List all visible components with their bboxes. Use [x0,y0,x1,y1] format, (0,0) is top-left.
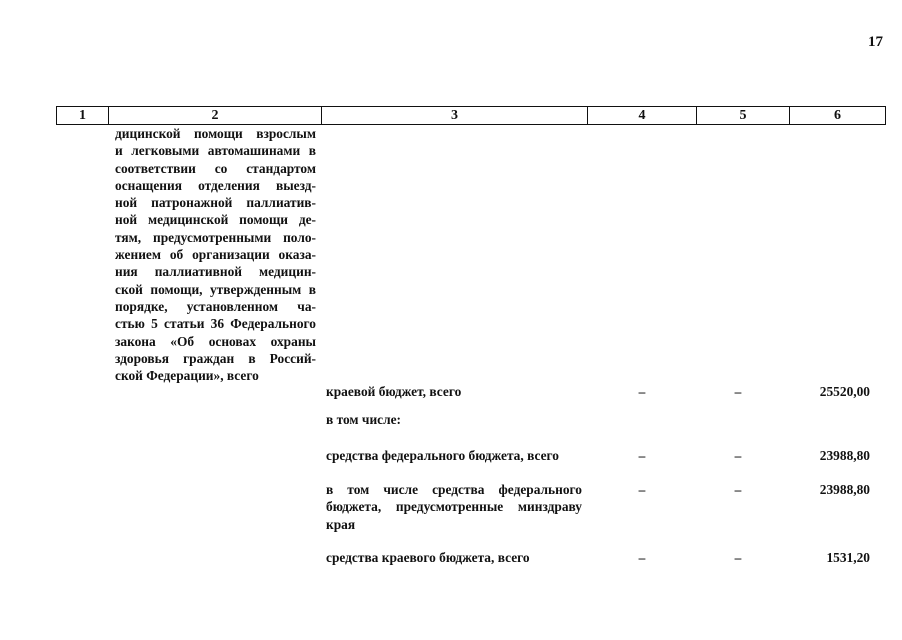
header-col-2: 2 [109,107,322,125]
row-col-6-value: 23988,80 [819,482,870,497]
description-line: тям, предусмотренными поло- [115,229,316,245]
description-line: стью 5 статьи 36 Федерального [115,316,316,332]
row-col-4-value: – [638,448,646,463]
row-label [326,481,582,533]
column-2-description [115,125,316,384]
header-col-4: 4 [588,107,697,125]
row-label: средства федерального бюджета, всего [326,448,559,463]
row-col-4-value: – [638,550,646,565]
column-number-header [56,106,886,125]
description-line: соответствии со стандартом [115,160,316,176]
row-col-5-value: – [734,384,742,399]
row-col-4-value: – [638,482,646,497]
description-line: закона «Об основах охраны [115,333,316,349]
description-line: порядке, установленном ча- [115,298,316,314]
header-col-5: 5 [697,107,790,125]
description-line: здоровья граждан в Россий- [115,350,316,366]
header-col-6: 6 [790,107,886,125]
description-line: и легковыми автомашинами в [115,143,316,159]
header-row [57,107,886,125]
row-label-line: в том числе средства федерального [326,482,582,497]
row-col-5-value: – [734,550,742,565]
description-line: ния паллиативной медицин- [115,264,316,280]
description-line: ной патронажной паллиатив- [115,195,316,211]
row-label-line: бюджета, предусмотренные минздраву [326,499,582,515]
row-col-5-value: – [734,448,742,463]
row-label-line: края [326,516,356,532]
row-col-6-value: 23988,80 [819,448,870,463]
header-col-1: 1 [57,107,109,125]
row-col-6-value: 25520,00 [819,384,870,399]
row-col-5-value: – [734,482,742,497]
description-line: жением об организации оказа- [115,247,316,263]
row-label: в том числе: [326,412,402,427]
row-label: краевой бюджет, всего [326,384,462,399]
description-line: дицинской помощи взрослым [115,126,316,141]
row-label: средства краевого бюджета, всего [326,550,530,565]
description-line: ской Федерации», всего [115,368,259,384]
row-col-6-value: 1531,20 [826,550,870,565]
row-col-4-value: – [638,384,646,399]
header-col-3: 3 [322,107,588,125]
page-number: 17 [868,34,883,50]
description-line: ной медицинской помощи де- [115,212,316,228]
description-line: оснащения отделения выезд- [115,177,316,193]
description-line: ской помощи, утвержденным в [115,281,316,297]
